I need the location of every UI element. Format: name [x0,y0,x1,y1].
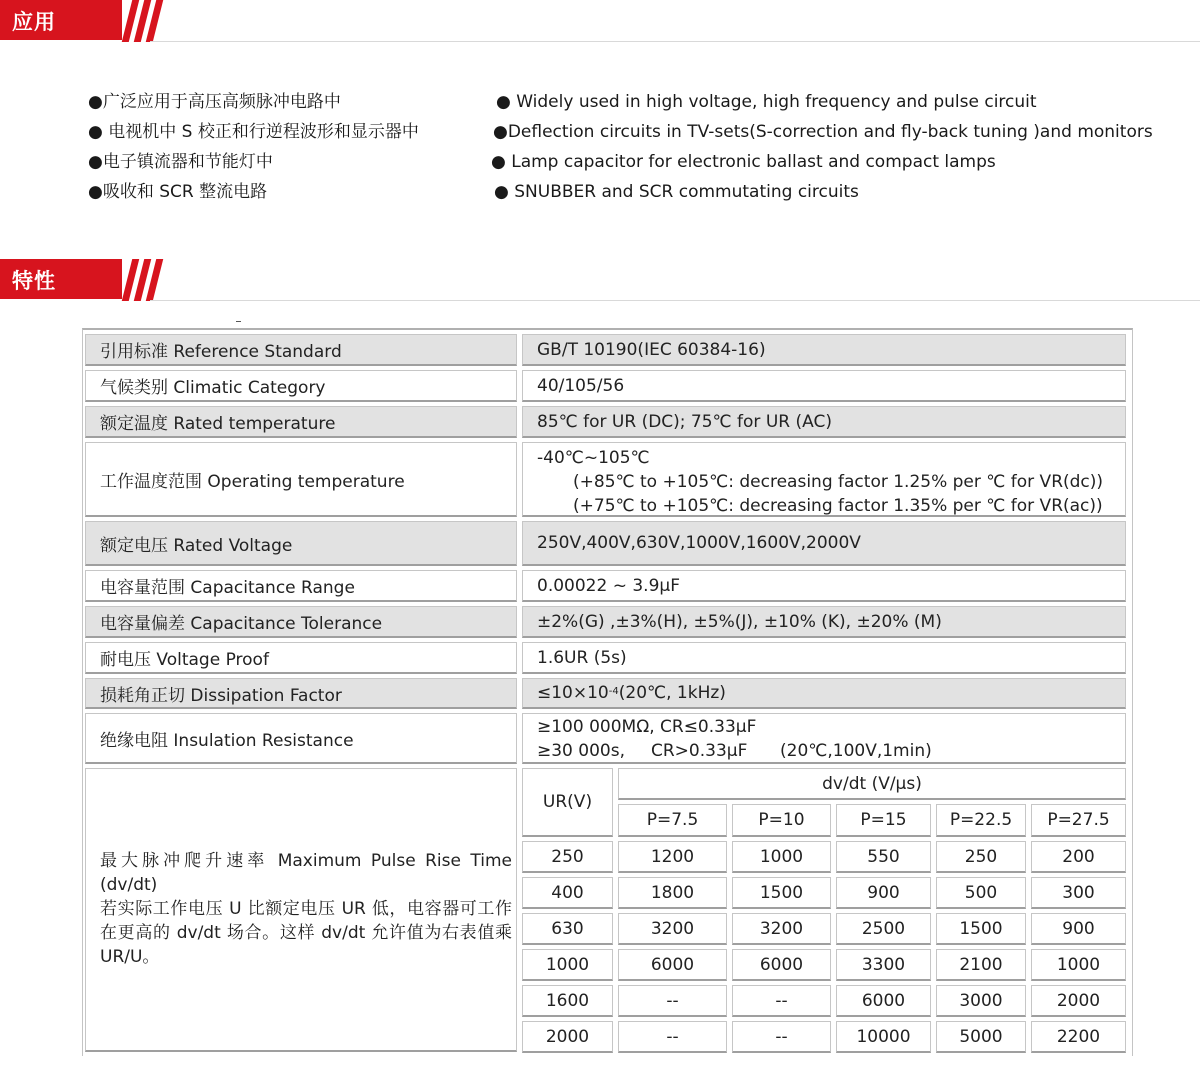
dvdt-cell: 200 [1031,841,1126,873]
spec-value: 1.6UR (5s) [522,642,1126,674]
dvdt-cell: 300 [1031,877,1126,909]
dvdt-cell: 2000 [1031,985,1126,1017]
dvdt-cell: 1000 [1031,949,1126,981]
dvdt-cell: 250 [936,841,1026,873]
spec-label: 额定电压 Rated Voltage [85,521,517,566]
dvdt-cell: 1500 [732,877,831,909]
ur-header: UR(V) [522,768,613,837]
spec-value: 0.00022 ~ 3.9μF [522,570,1126,602]
spec-value: ±2%(G) ,±3%(H), ±5%(J), ±10% (K), ±20% (M) [522,606,1126,638]
section-title-application: 应用 [12,10,56,34]
pulse-rise-title: 最大脉冲爬升速率 Maximum Pulse Rise Time (dv/dt) [100,851,512,895]
insulation-line: ≥100 000MΩ, CR≤0.33μF [537,717,757,737]
application-item: ● 电视机中 S 校正和行逆程波形和显示器中 [88,122,419,142]
ur-cell: 250 [522,841,613,873]
dvdt-cell: 900 [1031,913,1126,945]
derating-note: (+75℃ to +105℃: decreasing factor 1.35% per ℃ for VR(ac)) [573,496,1103,516]
ur-cell: 2000 [522,1021,613,1053]
spec-label: 绝缘电阻 Insulation Resistance [85,713,517,764]
dvdt-cell: 3000 [936,985,1026,1017]
insulation-line [537,739,1125,763]
insulation-cr: CR>0.33μF [651,741,748,761]
dissipation-value: ≤10×10 [537,683,609,703]
spec-label: 额定温度 Rated temperature [85,406,517,438]
dvdt-cell: 5000 [936,1021,1026,1053]
application-item: ●Deflection circuits in TV-sets(S-correction and fly-back tuning )and monitors [493,122,1153,142]
pulse-rise-note: 若实际工作电压 U 比额定电压 UR 低，电容器可工作在更高的 dv/dt 场合。这样 dv/dt 允许值为右表值乘 UR/U。 [100,899,512,967]
dvdt-cell: 3300 [836,949,931,981]
dvdt-cell: 10000 [836,1021,931,1053]
dvdt-cell: 550 [836,841,931,873]
spec-label: 工作温度范围 Operating temperature [85,442,517,517]
spec-label: 电容量偏差 Capacitance Tolerance [85,606,517,638]
insulation-condition: (20℃,100V,1min) [780,741,932,761]
pitch-header: P=27.5 [1031,804,1126,837]
operating-range: -40℃~105℃ [537,448,650,468]
dvdt-cell: 2100 [936,949,1026,981]
pitch-header: P=10 [732,804,831,837]
spec-value [522,713,1126,764]
dvdt-cell: 6000 [836,985,931,1017]
dvdt-cell: -- [732,985,831,1017]
spec-label: 损耗角正切 Dissipation Factor [85,678,517,709]
spec-value [522,678,1126,709]
spec-value: GB/T 10190(IEC 60384-16) [522,334,1126,366]
dvdt-cell: 500 [936,877,1026,909]
section-header-application [0,0,1200,44]
dvdt-cell: 1800 [618,877,727,909]
spec-label: 电容量范围 Capacitance Range [85,570,517,602]
dvdt-cell: 2500 [836,913,931,945]
dvdt-cell: -- [618,985,727,1017]
spec-value: 85℃ for UR (DC); 75℃ for UR (AC) [522,406,1126,438]
dvdt-header: dv/dt (V/μs) [618,768,1126,800]
dvdt-cell: 3200 [732,913,831,945]
ur-cell: 630 [522,913,613,945]
pitch-header: P=22.5 [936,804,1026,837]
dissipation-condition: (20℃, 1kHz) [618,683,726,703]
dvdt-cell: 1200 [618,841,727,873]
application-item: ● Lamp capacitor for electronic ballast and compact lamps [491,152,996,172]
pulse-rise-label [85,768,517,1052]
insulation-time: ≥30 000s, [537,741,625,761]
application-item: ● SNUBBER and SCR commutating circuits [494,182,859,202]
dvdt-cell: 1000 [732,841,831,873]
ur-cell: 1600 [522,985,613,1017]
spec-value [522,442,1126,517]
ur-cell: 400 [522,877,613,909]
dvdt-cell: 6000 [732,949,831,981]
application-list-en [0,87,1153,207]
pitch-header: P=7.5 [618,804,727,837]
dvdt-cell: 900 [836,877,931,909]
spec-label: 引用标准 Reference Standard [85,334,517,366]
spec-label: 气候类别 Climatic Category [85,370,517,402]
dvdt-cell: 3200 [618,913,727,945]
section-title-features: 特性 [12,269,56,293]
application-item: ●电子镇流器和节能灯中 [88,152,273,172]
application-item: ●广泛应用于高压高频脉冲电路中 [88,92,341,112]
dvdt-cell: 6000 [618,949,727,981]
dvdt-cell: -- [732,1021,831,1053]
dvdt-cell: 1500 [936,913,1026,945]
spec-value: 250V,400V,630V,1000V,1600V,2000V [522,521,1126,566]
dvdt-cell: -- [618,1021,727,1053]
section-header-features [0,259,1200,303]
section-divider [150,300,1200,301]
application-item: ●吸收和 SCR 整流电路 [88,182,268,202]
pitch-header: P=15 [836,804,931,837]
derating-note: (+85℃ to +105℃: decreasing factor 1.25% per ℃ for VR(dc)) [573,472,1104,492]
dissipation-exponent: -4 [608,685,619,697]
ur-cell: 1000 [522,949,613,981]
decor-mark [236,321,241,322]
spec-label: 耐电压 Voltage Proof [85,642,517,674]
dvdt-cell: 2200 [1031,1021,1126,1053]
application-item: ● Widely used in high voltage, high frequency and pulse circuit [496,92,1037,112]
spec-value: 40/105/56 [522,370,1126,402]
section-divider [150,41,1200,42]
